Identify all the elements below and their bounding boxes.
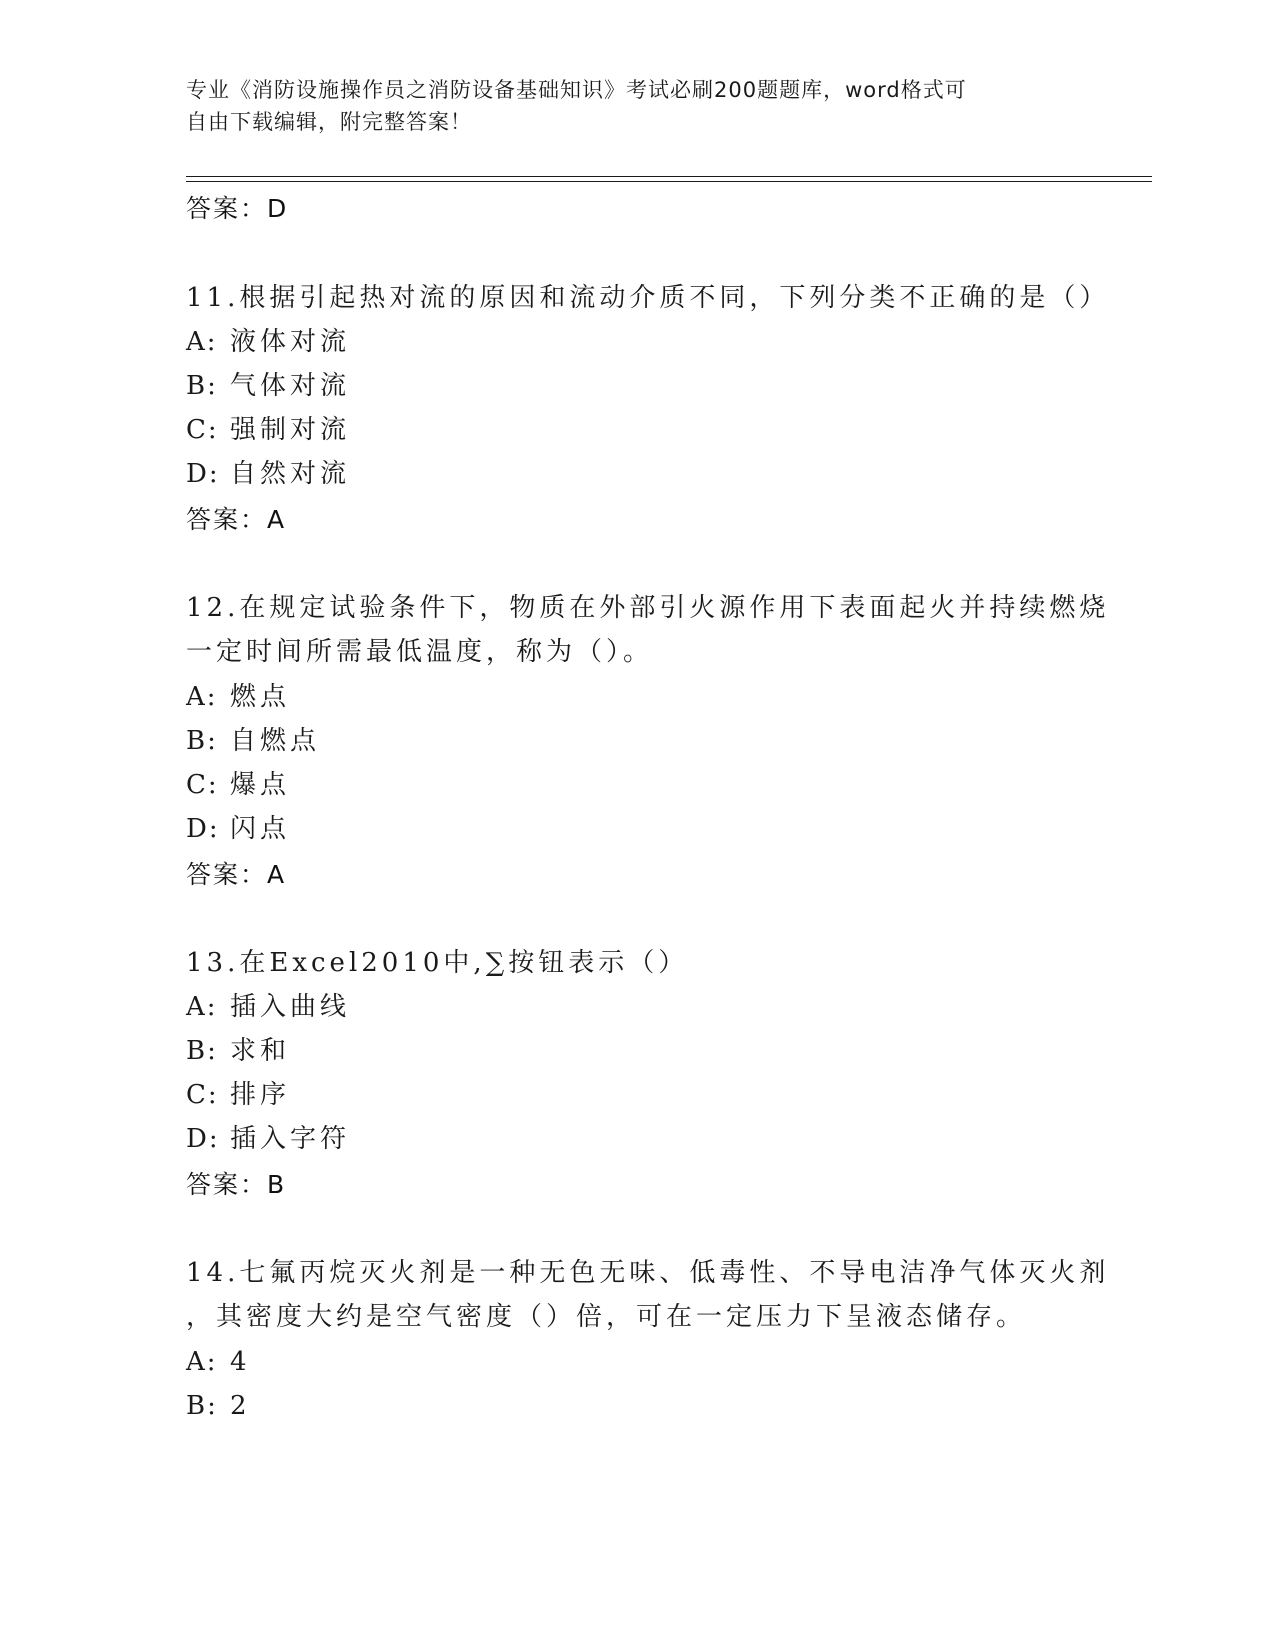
question-11-option-b bbox=[186, 369, 350, 403]
option-text: 2 bbox=[230, 1391, 251, 1421]
question-13-option-c bbox=[186, 1078, 290, 1112]
question-13-answer: 答案：B bbox=[186, 1170, 287, 1199]
option-text: 自燃点 bbox=[230, 726, 321, 756]
question-12-text-line-2: 一定时间所需最低温度，称为（）。 bbox=[186, 637, 654, 667]
option-label: C: bbox=[186, 770, 219, 800]
question-14-option-b bbox=[186, 1389, 251, 1423]
question-11-answer: 答案：A bbox=[186, 505, 287, 534]
option-label: A: bbox=[186, 1347, 218, 1377]
option-text: 液体对流 bbox=[230, 327, 351, 357]
question-11-option-a bbox=[186, 325, 350, 359]
option-label: D: bbox=[186, 814, 220, 844]
question-13-option-a bbox=[186, 990, 350, 1024]
option-label: D: bbox=[186, 459, 220, 489]
question-13-option-d bbox=[186, 1122, 350, 1156]
question-13-text: 13.在Excel2010中,∑按钮表示（） bbox=[186, 948, 689, 978]
option-text: 自然对流 bbox=[230, 459, 351, 489]
option-label: B: bbox=[186, 1036, 218, 1066]
option-label: B: bbox=[186, 371, 218, 401]
option-text: 闪点 bbox=[230, 814, 291, 844]
question-13-option-b bbox=[186, 1034, 290, 1068]
option-text: 气体对流 bbox=[230, 371, 351, 401]
question-12-option-d bbox=[186, 812, 290, 846]
question-11-option-c bbox=[186, 413, 350, 447]
question-14-text-line-2: ，其密度大约是空气密度（）倍，可在一定压力下呈液态储存。 bbox=[186, 1302, 1027, 1332]
header-divider-top bbox=[186, 176, 1152, 177]
option-text: 强制对流 bbox=[230, 415, 351, 445]
option-text: 燃点 bbox=[230, 682, 291, 712]
question-14-option-a bbox=[186, 1345, 251, 1379]
question-14-text-line-1: 14.七氟丙烷灭火剂是一种无色无味、低毒性、不导电洁净气体灭火剂 bbox=[186, 1258, 1110, 1288]
option-text: 4 bbox=[230, 1347, 251, 1377]
header-divider-bottom bbox=[186, 181, 1152, 182]
option-text: 求和 bbox=[230, 1036, 291, 1066]
option-label: A: bbox=[186, 327, 218, 357]
option-label: A: bbox=[186, 992, 218, 1022]
option-label: B: bbox=[186, 726, 218, 756]
question-11-text: 11.根据引起热对流的原因和流动介质不同，下列分类不正确的是（） bbox=[186, 283, 1110, 313]
document-header bbox=[186, 74, 1066, 138]
previous-answer: 答案：D bbox=[186, 194, 289, 223]
question-12-answer: 答案：A bbox=[186, 860, 287, 889]
option-text: 爆点 bbox=[230, 770, 291, 800]
option-label: A: bbox=[186, 682, 218, 712]
question-12-text-line-1: 12.在规定试验条件下，物质在外部引火源作用下表面起火并持续燃烧 bbox=[186, 593, 1110, 623]
option-text: 排序 bbox=[230, 1080, 291, 1110]
question-12-option-c bbox=[186, 768, 290, 802]
option-label: B: bbox=[186, 1391, 218, 1421]
option-label: C: bbox=[186, 1080, 219, 1110]
question-12-option-b bbox=[186, 724, 320, 758]
question-12-option-a bbox=[186, 680, 290, 714]
option-text: 插入曲线 bbox=[230, 992, 351, 1022]
option-label: D: bbox=[186, 1124, 220, 1154]
header-line-2: 自由下载编辑，附完整答案！ bbox=[186, 110, 472, 134]
option-text: 插入字符 bbox=[230, 1124, 351, 1154]
question-11-option-d bbox=[186, 457, 350, 491]
header-line-1: 专业《消防设施操作员之消防设备基础知识》考试必刷200题题库，word格式可 bbox=[186, 78, 967, 102]
option-label: C: bbox=[186, 415, 219, 445]
